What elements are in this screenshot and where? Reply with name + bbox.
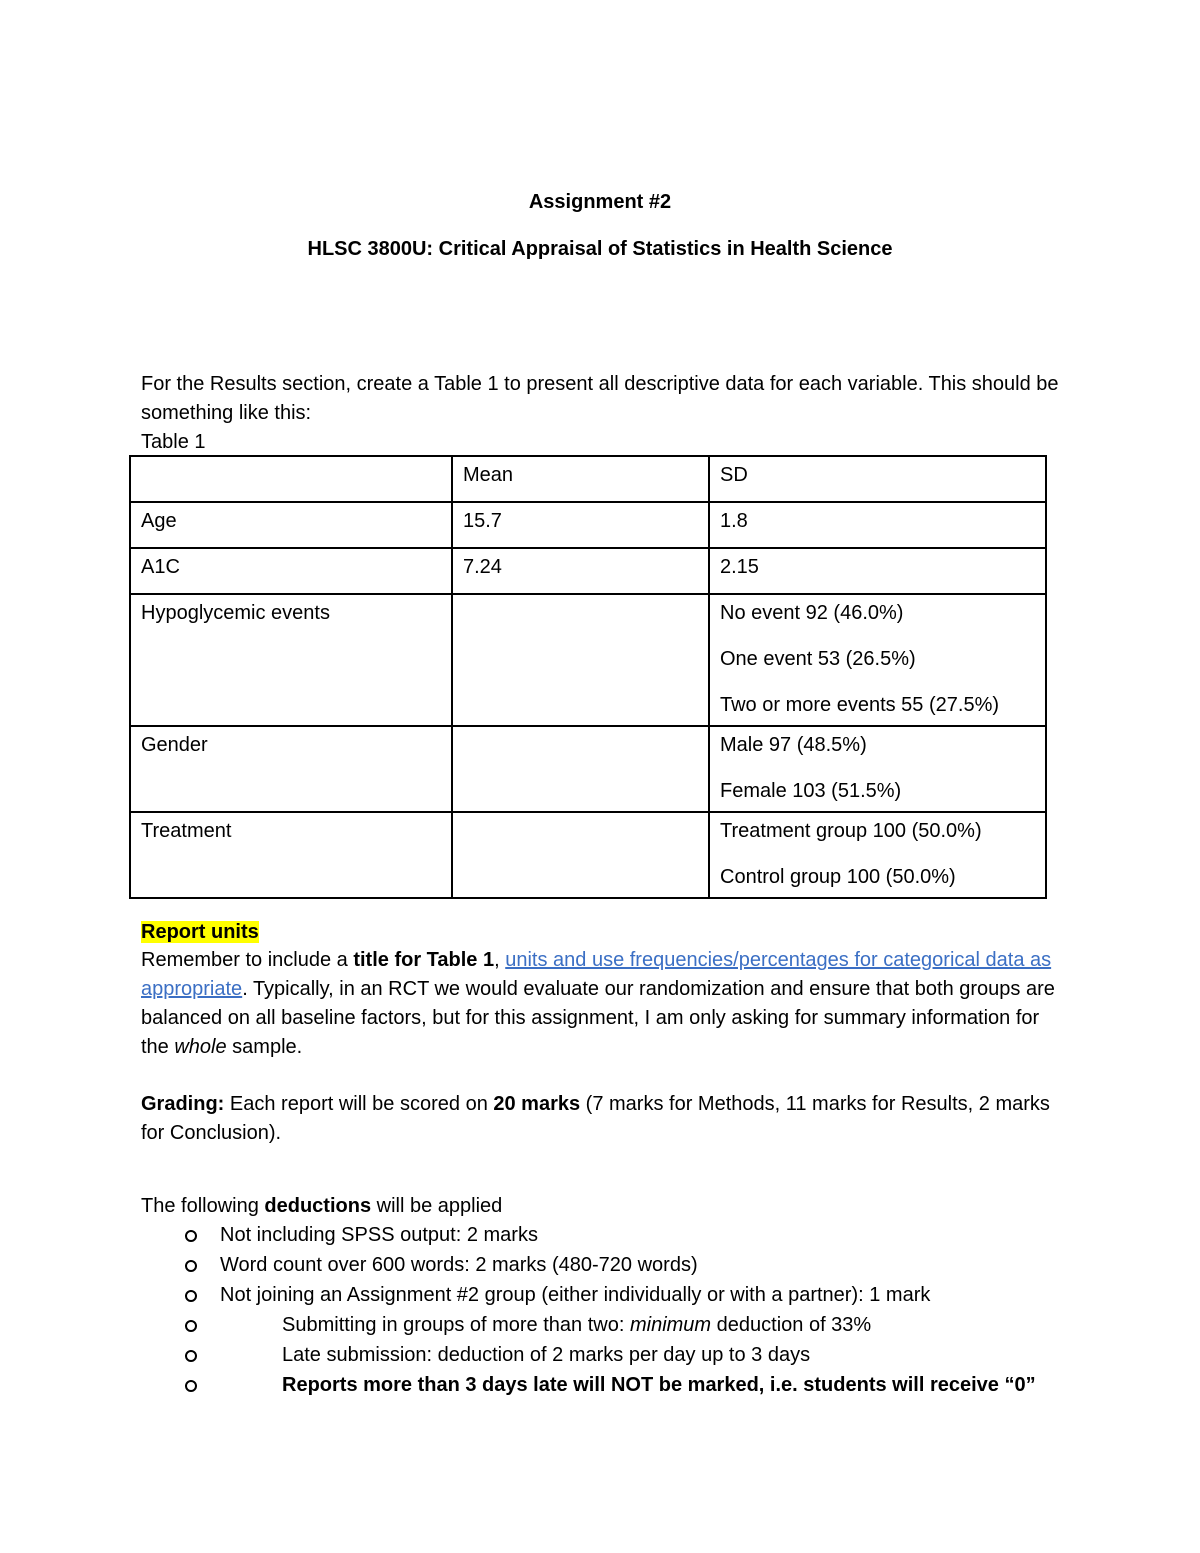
header-cell-variable xyxy=(130,456,452,502)
cell-variable: A1C xyxy=(130,548,452,594)
report-units-highlight: Report units xyxy=(141,921,259,943)
deduction-text: Late submission: deduction of 2 marks per day up to 3 days xyxy=(282,1344,811,1366)
header-cell-sd: SD xyxy=(709,456,1046,502)
deduction-text xyxy=(282,1310,871,1340)
remember-paragraph xyxy=(141,946,1061,1062)
circle-bullet-icon xyxy=(185,1380,197,1392)
deductions-text: will be applied xyxy=(371,1195,503,1217)
cell-variable: Hypoglycemic events xyxy=(130,594,452,726)
remember-text: . Typically, in an RCT we would evaluate our randomization and ensure that both groups are balanced on all baseline factors, but for this assignment, I am only asking for summary information for the xyxy=(141,978,1055,1058)
grading-text: (7 marks for Methods, 11 marks for Results, 2 marks for Conclusion). xyxy=(141,1093,1050,1144)
list-item xyxy=(185,1250,1085,1280)
cell-sd xyxy=(709,726,1046,812)
deductions-text: The following xyxy=(141,1195,265,1217)
table-row xyxy=(130,726,1046,812)
remember-text: sample. xyxy=(226,1036,303,1058)
remember-italic-text: whole xyxy=(174,1036,227,1058)
deductions-intro xyxy=(141,1192,1061,1221)
table-row xyxy=(130,548,1046,594)
remember-text: Remember to include a xyxy=(141,949,354,971)
circle-bullet-icon xyxy=(185,1320,197,1332)
list-item xyxy=(185,1220,1085,1250)
assignment-title: Assignment #2 xyxy=(528,191,672,213)
cell-mean xyxy=(452,594,709,726)
deduction-text-bold: Reports more than 3 days late will NOT be marked, i.e. students will receive “0” xyxy=(282,1374,1036,1396)
list-item xyxy=(185,1370,1085,1400)
cell-sd xyxy=(709,812,1046,898)
cell-sd-line: No event 92 (46.0%) xyxy=(720,602,904,624)
table-header-row xyxy=(130,456,1046,502)
list-item xyxy=(185,1310,1085,1340)
table-row xyxy=(130,812,1046,898)
table-label: Table 1 xyxy=(141,431,206,453)
circle-bullet-icon xyxy=(185,1230,197,1242)
cell-variable: Treatment xyxy=(130,812,452,898)
cell-mean xyxy=(452,726,709,812)
grading-marks: 20 marks xyxy=(493,1093,581,1115)
table-row xyxy=(130,594,1046,726)
cell-sd-line: 2.15 xyxy=(720,556,759,578)
cell-sd-line: Treatment group 100 (50.0%) xyxy=(720,820,982,842)
cell-sd-line: Male 97 (48.5%) xyxy=(720,734,867,756)
cell-sd-line: Control group 100 (50.0%) xyxy=(720,866,956,888)
cell-variable: Age xyxy=(130,502,452,548)
descriptive-table xyxy=(129,455,1047,899)
cell-sd-line: 1.8 xyxy=(720,510,748,532)
cell-sd-line: Female 103 (51.5%) xyxy=(720,780,902,802)
circle-bullet-icon xyxy=(185,1260,197,1272)
remember-text: , xyxy=(494,949,506,971)
circle-bullet-icon xyxy=(185,1350,197,1362)
list-item xyxy=(185,1280,1085,1310)
deductions-list xyxy=(185,1220,1085,1400)
cell-sd-line: Two or more events 55 (27.5%) xyxy=(720,694,1000,716)
grading-text: Each report will be scored on xyxy=(224,1093,494,1115)
cell-variable: Gender xyxy=(130,726,452,812)
table-row xyxy=(130,502,1046,548)
report-units-heading xyxy=(141,918,1061,947)
cell-sd xyxy=(709,594,1046,726)
deduction-text-part: Submitting in groups of more than two: xyxy=(282,1314,630,1336)
header-cell-mean: Mean xyxy=(452,456,709,502)
deductions-bold: deductions xyxy=(264,1195,372,1217)
cell-mean: 7.24 xyxy=(452,548,709,594)
deduction-italic: minimum xyxy=(629,1314,712,1336)
course-title: HLSC 3800U: Critical Appraisal of Statistics in Health Science xyxy=(307,238,893,260)
deduction-text-part: deduction of 33% xyxy=(711,1314,872,1336)
grading-paragraph xyxy=(141,1090,1061,1148)
intro-paragraph: For the Results section, create a Table 1 to present all descriptive data for each variable. This should be something like this: xyxy=(141,373,1059,424)
list-item xyxy=(185,1340,1085,1370)
cell-sd xyxy=(709,548,1046,594)
remember-bold-text: title for Table 1 xyxy=(353,949,495,971)
units-guidance-link[interactable]: units and use frequencies/percentages for categorical data as appropriate xyxy=(141,949,1052,1000)
cell-sd-line: One event 53 (26.5%) xyxy=(720,648,916,670)
cell-mean: 15.7 xyxy=(452,502,709,548)
deduction-text: Not joining an Assignment #2 group (either individually or with a partner): 1 mark xyxy=(220,1284,931,1306)
deduction-text: Not including SPSS output: 2 marks xyxy=(220,1224,538,1246)
deduction-text: Word count over 600 words: 2 marks (480-720 words) xyxy=(220,1254,698,1276)
cell-mean xyxy=(452,812,709,898)
cell-sd xyxy=(709,502,1046,548)
grading-label: Grading: xyxy=(141,1093,225,1115)
circle-bullet-icon xyxy=(185,1290,197,1302)
